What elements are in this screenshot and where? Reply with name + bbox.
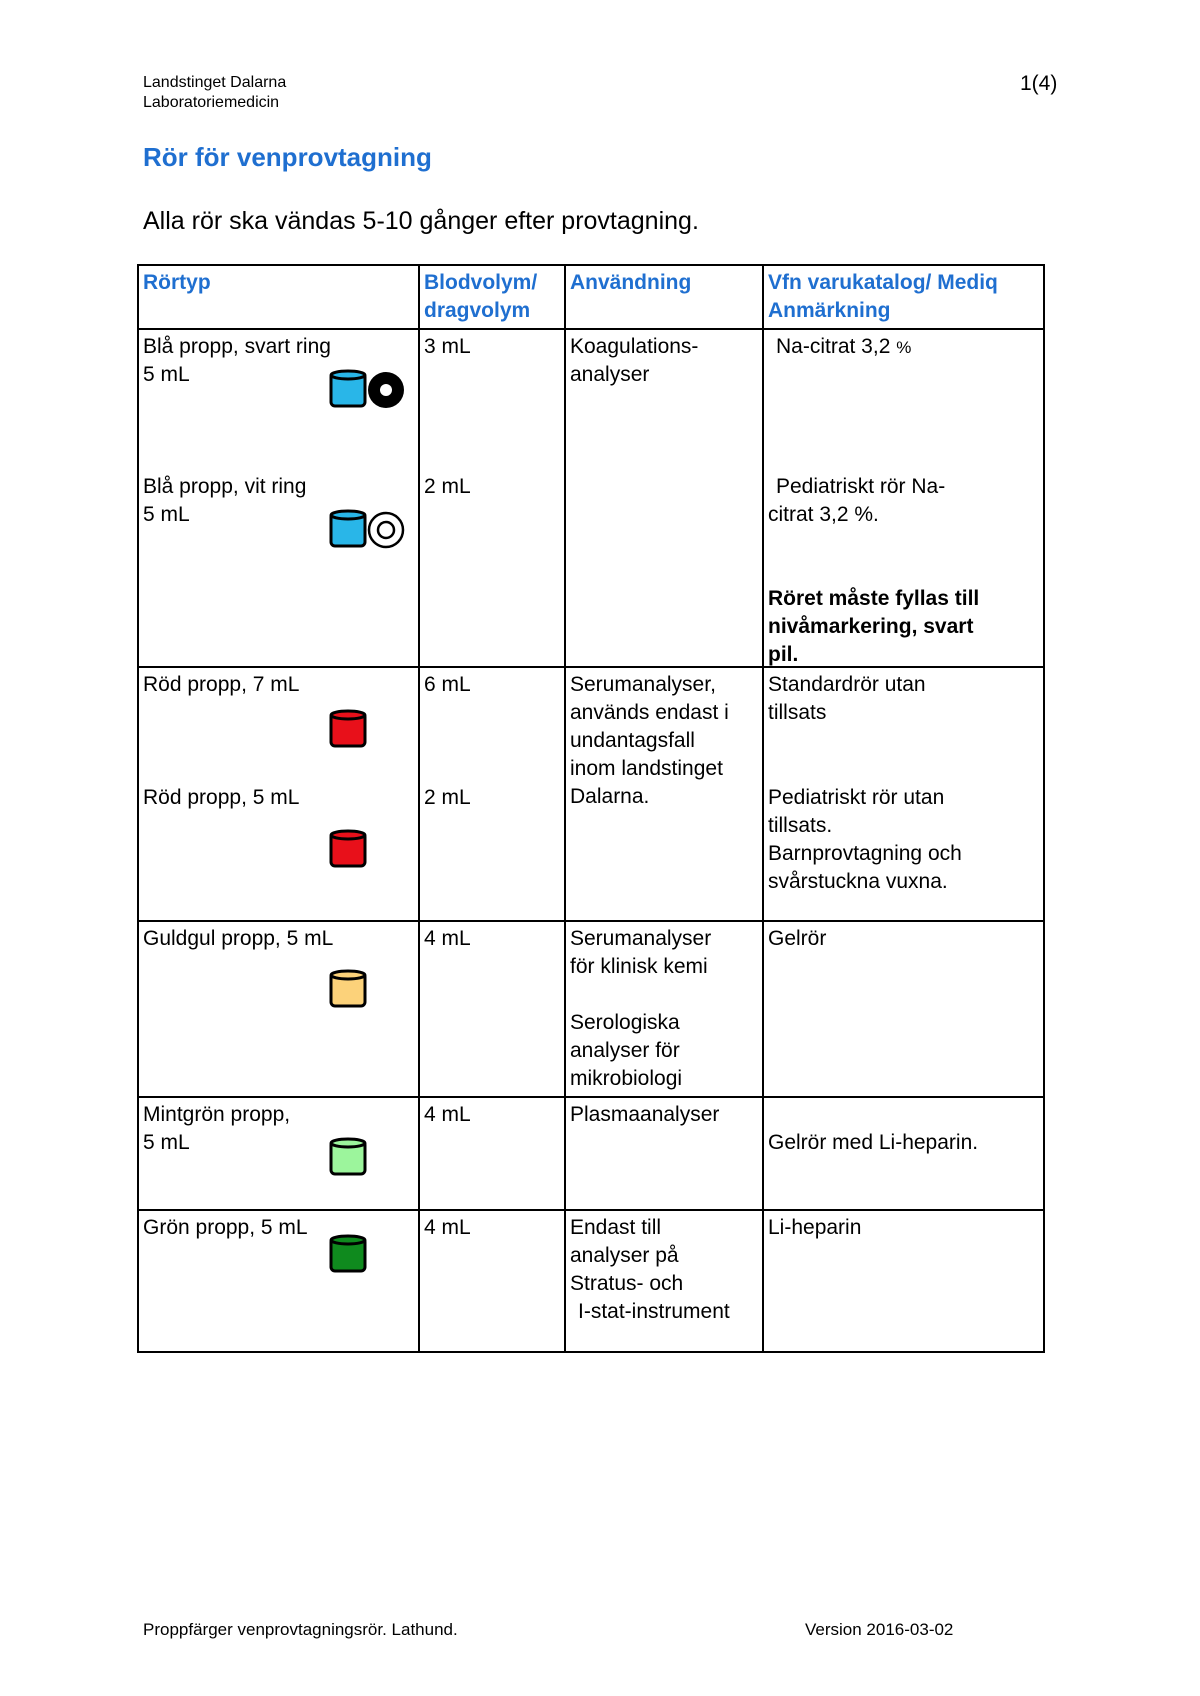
volume-value: 4 mL xyxy=(424,927,471,950)
usage-text: Serologiska xyxy=(570,1011,680,1034)
tube-type-cell xyxy=(138,1210,419,1352)
department-name: Laboratoriemedicin xyxy=(143,94,280,111)
volume-value: 2 mL xyxy=(424,786,471,809)
page-number: 1(4) xyxy=(1020,72,1058,95)
note-text: citrat 3,2 %. xyxy=(768,503,879,526)
column-header-notes: Vfn varukatalog/ Mediq Anmärkning xyxy=(763,265,1044,329)
usage-text: undantagsfall xyxy=(570,729,695,752)
footer-version: Version 2016-03-02 xyxy=(805,1620,954,1639)
usage-cell xyxy=(565,921,763,1097)
document-title: Rör för venprovtagning xyxy=(143,142,432,172)
usage-text: mikrobiologi xyxy=(570,1067,683,1090)
note-text: tillsats xyxy=(768,701,827,724)
note-text: Barnprovtagning och xyxy=(768,842,962,865)
usage-text: för klinisk kemi xyxy=(570,955,708,978)
usage-cell xyxy=(565,667,763,921)
usage-text: I-stat-instrument xyxy=(578,1300,730,1323)
note-text: Li-heparin xyxy=(768,1216,862,1239)
note-text: Standardrör utan xyxy=(768,673,926,696)
column-header-volume: Blodvolym/ dragvolym xyxy=(419,265,565,329)
usage-cell xyxy=(565,1210,763,1352)
note-text: Gelrör med Li-heparin. xyxy=(768,1131,979,1154)
note-text: tillsats. xyxy=(768,814,833,837)
volume-value: 4 mL xyxy=(424,1103,471,1126)
table-row xyxy=(138,1210,1044,1352)
usage-text: Stratus- och xyxy=(570,1272,684,1295)
volume-value: 6 mL xyxy=(424,673,471,696)
volume-value: 2 mL xyxy=(424,475,471,498)
tube-table xyxy=(137,264,1045,1353)
fill-warning: Röret måste fyllas till nivåmarkering, svart pil. xyxy=(768,587,980,666)
tube-type-cell xyxy=(138,921,419,1097)
tube-type-label: Röd propp, 5 mL xyxy=(143,786,300,809)
volume-value: 4 mL xyxy=(424,1216,471,1239)
usage-text: Serumanalyser xyxy=(570,927,712,950)
tube-type-cell xyxy=(138,667,419,921)
red-cap-icon xyxy=(329,709,369,753)
mint-cap-icon xyxy=(329,1137,369,1181)
usage-cell xyxy=(565,1097,763,1210)
usage-text: Plasmaanalyser xyxy=(570,1103,720,1126)
organization-name: Landstinget Dalarna xyxy=(143,74,287,91)
note-text: Pediatriskt rör utan xyxy=(768,786,945,809)
usage-text: Serumanalyser, xyxy=(570,673,716,696)
note-cell xyxy=(763,667,1044,921)
tube-type-cell xyxy=(138,329,419,667)
note-text: Pediatriskt rör Na- xyxy=(776,475,946,498)
column-header-usage: Användning xyxy=(565,265,763,329)
footer-title: Proppfärger venprovtagningsrör. Lathund. xyxy=(143,1620,458,1639)
red-cap-icon xyxy=(329,829,369,873)
tube-type-label: Röd propp, 7 mL xyxy=(143,673,300,696)
green-cap-icon xyxy=(329,1234,369,1278)
tube-size-label: 5 mL xyxy=(143,363,190,386)
tube-size-label: 5 mL xyxy=(143,503,190,526)
note-cell xyxy=(763,1097,1044,1210)
tube-type-label: Blå propp, svart ring xyxy=(143,335,331,358)
volume-cell xyxy=(419,1210,565,1352)
tube-type-label: Mintgrön propp, xyxy=(143,1103,291,1126)
volume-cell xyxy=(419,667,565,921)
usage-text: analyser på xyxy=(570,1244,679,1267)
note-cell xyxy=(763,329,1044,667)
usage-cell xyxy=(565,329,763,667)
note-text: Gelrör xyxy=(768,927,827,950)
volume-cell xyxy=(419,329,565,667)
note-cell xyxy=(763,1210,1044,1352)
tube-size-label: 5 mL xyxy=(143,1131,190,1154)
tube-type-label: Blå propp, vit ring xyxy=(143,475,307,498)
table-row xyxy=(138,667,1044,921)
usage-text: analyser för xyxy=(570,1039,680,1062)
usage-text: Dalarna. xyxy=(570,785,650,808)
note-text: Na-citrat 3,2 % xyxy=(776,335,912,358)
volume-cell xyxy=(419,921,565,1097)
tube-type-label: Guldgul propp, 5 mL xyxy=(143,927,334,950)
organization-header xyxy=(143,73,286,113)
table-row xyxy=(138,329,1044,667)
note-text: svårstuckna vuxna. xyxy=(768,870,948,893)
blue-cap-white-ring-icon xyxy=(329,509,409,553)
tube-type-cell xyxy=(138,1097,419,1210)
usage-text: Koagulations- xyxy=(570,335,699,358)
usage-text: används endast i xyxy=(570,701,729,724)
usage-text: analyser xyxy=(570,363,650,386)
table-row xyxy=(138,1097,1044,1210)
table-row xyxy=(138,921,1044,1097)
volume-value: 3 mL xyxy=(424,335,471,358)
volume-cell xyxy=(419,1097,565,1210)
note-cell xyxy=(763,921,1044,1097)
intro-text: Alla rör ska vändas 5-10 gånger efter provtagning. xyxy=(143,207,699,235)
blue-cap-black-ring-icon xyxy=(329,369,409,413)
table-header-row xyxy=(138,265,1044,329)
tube-type-label: Grön propp, 5 mL xyxy=(143,1216,308,1239)
gold-cap-icon xyxy=(329,969,369,1013)
usage-text: Endast till xyxy=(570,1216,662,1239)
usage-text: inom landstinget xyxy=(570,757,723,780)
column-header-tube-type: Rörtyp xyxy=(138,265,419,329)
